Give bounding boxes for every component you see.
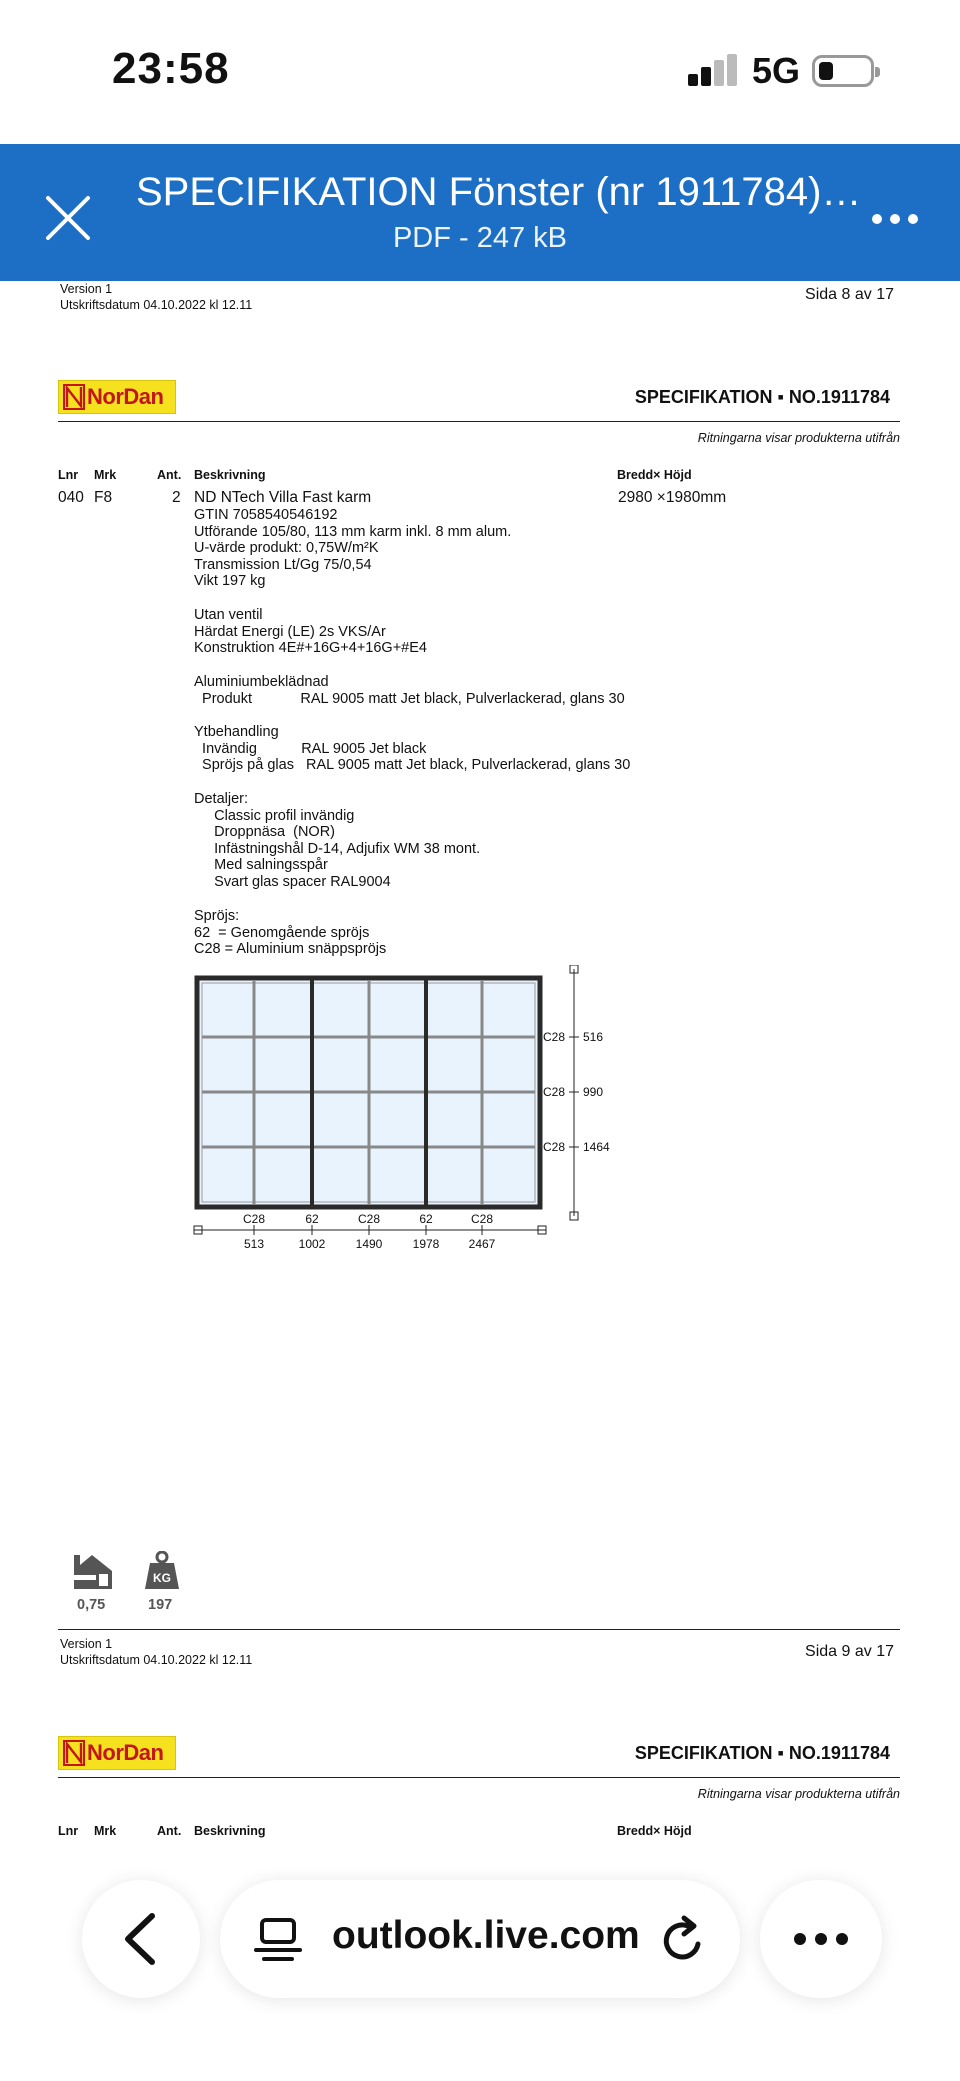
page9-print-date: Utskriftsdatum 04.10.2022 kl 12.11 <box>60 1653 253 1667</box>
page9-number: Sida 9 av 17 <box>805 1643 894 1660</box>
col-mrk: Mrk <box>94 468 117 482</box>
back-button[interactable] <box>82 1880 200 1998</box>
more-options-button[interactable] <box>870 204 920 234</box>
u-value: 0,75 <box>77 1597 106 1613</box>
spec-title: SPECIFIKATION ▪ NO.1911784 <box>634 1743 890 1763</box>
page8-version: Version 1 <box>60 282 113 296</box>
header-divider <box>58 421 900 422</box>
u-value-house-icon <box>72 1551 114 1589</box>
item-size: 2980 ×1980mm <box>618 489 727 506</box>
dim-right-value: 1464 <box>583 1140 610 1154</box>
address-bar[interactable] <box>220 1880 740 1998</box>
item-cladding: Aluminiumbeklädnad Produkt RAL 9005 matt Jet black, Pulverlackerad, glans 30 <box>194 674 625 707</box>
document-subtitle: PDF - 247 kB <box>392 222 568 254</box>
dim-top-label: C28 <box>357 1212 381 1226</box>
battery-icon <box>812 55 874 87</box>
page8-number: Sida 8 av 17 <box>805 286 894 303</box>
col-lnr: Lnr <box>58 1824 79 1838</box>
viewer-header <box>0 144 960 281</box>
drawing-note: Ritningarna visar produkterna utifrån <box>697 1787 900 1801</box>
item-surface: Ytbehandling Invändig RAL 9005 Jet black Spröjs på glas RAL 9005 matt Jet black, Pulverlackerad, glans 30 <box>194 724 631 774</box>
nordan-logo-icon <box>63 384 85 410</box>
nordan-logo-icon <box>63 1740 85 1766</box>
item-details: Detaljer: Classic profil invändig Droppnäsa (NOR) Infästningshål D-14, Adjufix WM 38 mont. Med salningsspår Svart glas spacer RAL9004 <box>194 791 481 890</box>
weight-value: 197 <box>148 1597 173 1613</box>
item-glazing: Utan ventil Härdat Energi (LE) 2s VKS/Ar Konstruktion 4E#+16G+4+16G+#E4 <box>194 607 427 657</box>
item-lnr: 040 <box>58 489 84 506</box>
reload-icon[interactable] <box>658 1914 708 1966</box>
col-size: Bredd× Höjd <box>617 1824 692 1838</box>
dim-bottom-value: 1978 <box>412 1237 440 1251</box>
col-lnr: Lnr <box>58 468 79 482</box>
dim-top-label: C28 <box>470 1212 494 1226</box>
dim-right-value: 990 <box>583 1085 604 1099</box>
dim-right-label: C28 <box>543 1030 566 1044</box>
dim-right-value: 516 <box>583 1030 604 1044</box>
document-title: SPECIFIKATION Fönster (nr 1911784)… <box>136 170 862 214</box>
signal-strength-icon <box>688 54 738 86</box>
col-desc: Beskrivning <box>194 1824 266 1838</box>
dim-top-label: 62 <box>305 1212 319 1226</box>
nordan-logo <box>58 380 176 414</box>
weight-kg-label: KG <box>153 1571 171 1585</box>
status-time: 23:58 <box>112 44 230 93</box>
url-text: outlook.live.com <box>332 1914 640 1957</box>
header-divider <box>58 1777 900 1778</box>
logo-text: NorDan <box>87 1740 164 1765</box>
item-mrk: F8 <box>94 489 113 506</box>
col-ant: Ant. <box>157 1824 182 1838</box>
chevron-left-icon <box>118 1912 164 1966</box>
network-type: 5G <box>752 50 801 91</box>
item-name: ND NTech Villa Fast karm <box>194 489 372 506</box>
item-bars: Spröjs: 62 = Genomgående spröjs C28 = Aluminium snäppspröjs <box>194 908 387 958</box>
browser-menu-button[interactable] <box>760 1880 882 1998</box>
item-specs: GTIN 7058540546192 Utförande 105/80, 113 mm karm inkl. 8 mm alum. U-värde produkt: 0,75W/m²K Transmission Lt/Gg 75/0,54 Vikt 197 kg <box>194 507 512 590</box>
spec-title: SPECIFIKATION ▪ NO.1911784 <box>634 387 890 407</box>
page-divider <box>58 1629 900 1630</box>
drawing-note: Ritningarna visar produkterna utifrån <box>697 431 900 445</box>
dim-right-label: C28 <box>543 1140 566 1154</box>
dim-right-label: C28 <box>543 1085 566 1099</box>
dim-top-label: C28 <box>242 1212 266 1226</box>
dim-top-label: 62 <box>419 1212 433 1226</box>
col-ant: Ant. <box>157 468 182 482</box>
col-mrk: Mrk <box>94 1824 117 1838</box>
logo-text: NorDan <box>87 384 164 409</box>
weight-icon <box>144 1551 180 1589</box>
page9-version: Version 1 <box>60 1637 113 1651</box>
more-icon <box>870 204 920 234</box>
window-drawing <box>186 965 626 1255</box>
col-desc: Beskrivning <box>194 468 266 482</box>
dim-bottom-value: 1002 <box>298 1237 326 1251</box>
dim-bottom-value: 2467 <box>468 1237 496 1251</box>
pdf-viewer[interactable] <box>0 281 960 2081</box>
more-icon <box>791 1930 851 1948</box>
item-ant: 2 <box>172 489 181 506</box>
reader-view-icon[interactable] <box>254 1916 302 1964</box>
dim-bottom-value: 513 <box>243 1237 265 1251</box>
dim-bottom-value: 1490 <box>355 1237 383 1251</box>
nordan-logo <box>58 1736 176 1770</box>
status-bar <box>0 0 960 144</box>
browser-toolbar <box>0 1880 960 2081</box>
col-size: Bredd× Höjd <box>617 468 692 482</box>
page8-print-date: Utskriftsdatum 04.10.2022 kl 12.11 <box>60 298 253 312</box>
